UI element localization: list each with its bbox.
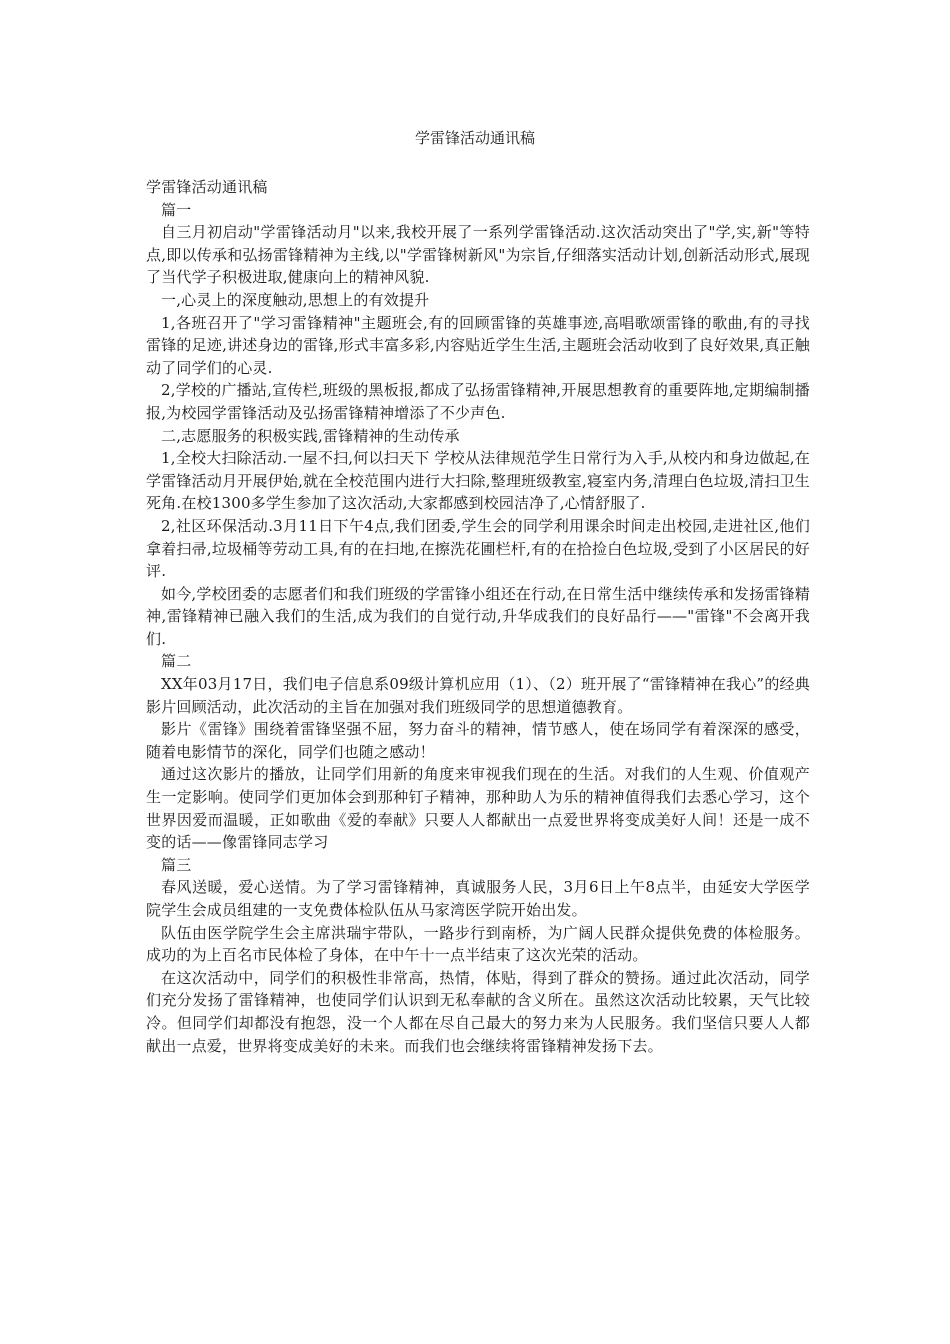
section-heading-2: 篇二	[161, 652, 192, 671]
subheading: 一,心灵上的深度触动,思想上的有效提升	[161, 290, 430, 309]
document-title: 学雷锋活动通讯稿	[414, 129, 535, 147]
paragraph: 春风送暖，爱心送情。为了学习雷锋精神，真诚服务人民，3月6日上午8点半，由延安大学医学院学生会成员组建的一支免费体检队伍从马家湾医学院开始出发。	[146, 878, 810, 919]
document-body	[146, 176, 810, 1057]
section-heading-1: 篇一	[161, 200, 192, 219]
subheading: 二,志愿服务的积极实践,雷锋精神的生动传承	[161, 426, 460, 445]
section-heading-3: 篇三	[161, 855, 192, 874]
paragraph: XX年03月17日，我们电子信息系09级计算机应用（1）、（2）班开展了“雷锋精神在我心”的经典影片回顾活动，此次活动的主旨在加强对我们班级同学的思想道德教育。	[146, 675, 810, 716]
paragraph: 如今,学校团委的志愿者们和我们班级的学雷锋小组还在行动,在日常生活中继续传承和发扬雷锋精神,雷锋精神已融入我们的生活,成为我们的自觉行动,升华成我们的良好品行——"雷锋"不会离开我们.	[146, 584, 810, 648]
paragraph: 通过这次影片的播放，让同学们用新的角度来审视我们现在的生活。对我们的人生观、价值观产生一定影响。使同学们更加体会到那种钉子精神，那种助人为乐的精神值得我们去悉心学习，这个世界因爱而温暖，正如歌曲《爱的奉献》只要人人都献出一点爱世界将变成美好人间！还是一成不变的话——像雷锋同志学习	[146, 765, 810, 852]
paragraph: 1,各班召开了"学习雷锋精神"主题班会,有的回顾雷锋的英雄事迹,高唱歌颂雷锋的歌曲,有的寻找雷锋的足迹,讲述身边的雷锋,形式丰富多彩,内容贴近学生生活,主题班会活动收到了良好效果,真正触动了同学们的心灵.	[146, 313, 810, 377]
paragraph: 在这次活动中，同学们的积极性非常高，热情，体贴，得到了群众的赞扬。通过此次活动，同学们充分发扬了雷锋精神，也使同学们认识到无私奉献的含义所在。虽然这次活动比较累，天气比较冷。但同学们却都没有抱怨，没一个人都在尽自己最大的努力来为人民服务。我们坚信只要人人都献出一点爱，世界将变成美好的未来。而我们也会继续将雷锋精神发扬下去。	[146, 968, 810, 1055]
paragraph: 影片《雷锋》围绕着雷锋坚强不屈，努力奋斗的精神，情节感人，使在场同学有着深深的感受，随着电影情节的深化，同学们也随之感动！	[146, 720, 810, 761]
paragraph: 2,社区环保活动.3月11日下午4点,我们团委,学生会的同学利用课余时间走出校园,走进社区,他们拿着扫帚,垃圾桶等劳动工具,有的在扫地,在擦洗花圃栏杆,有的在拾捡白色垃圾,受到了小区居民的好评.	[146, 516, 810, 581]
paragraph: 自三月初启动"学雷锋活动月"以来,我校开展了一系列学雷锋活动.这次活动突出了"学,实,新"等特点,即以传承和弘扬雷锋精神为主线,以"学雷锋树新风"为宗旨,仔细落实活动计划,创新活动形式,展现了当代学子积极进取,健康向上的精神风貌.	[146, 223, 810, 287]
paragraph: 1,全校大扫除活动.一屋不扫,何以扫天下 学校从法律规范学生日常行为入手,从校内和身边做起,在学雷锋活动月开展伊始,就在全校范围内进行大扫除,整理班级教室,寝室内务,清理白色垃圾,清扫卫生死角.在校1300多学生参加了这次活动,大家都感到校园洁净了,心情舒服了.	[146, 449, 810, 513]
paragraph: 学雷锋活动通讯稿	[146, 178, 268, 196]
paragraph: 队伍由医学院学生会主席洪瑞宇带队，一路步行到南桥，为广阔人民群众提供免费的体检服务。成功的为上百名市民体检了身体，在中午十一点半结束了这次光荣的活动。	[146, 923, 810, 965]
paragraph: 2,学校的广播站,宣传栏,班级的黑板报,都成了弘扬雷锋精神,开展思想教育的重要阵地,定期编制播报,为校园学雷锋活动及弘扬雷锋精神增添了不少声色.	[146, 381, 810, 422]
